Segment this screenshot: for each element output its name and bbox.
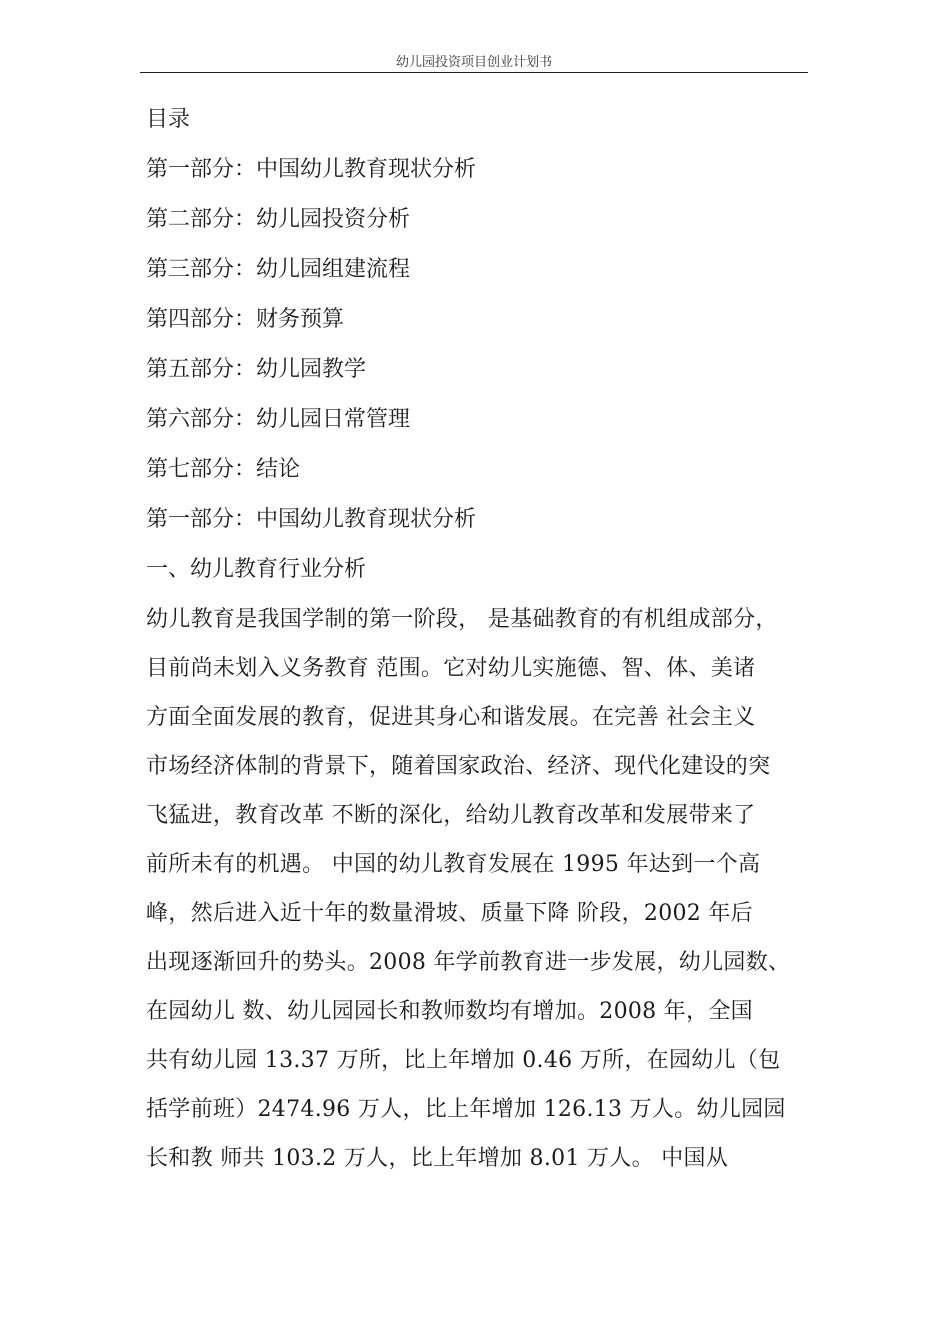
paragraph-line: 共有幼儿园 13.37 万所，比上年增加 0.46 万所，在园幼儿（包	[146, 1048, 781, 1073]
section-heading-part-1: 第一部分：中国幼儿教育现状分析	[146, 507, 477, 532]
toc-item-part-2: 第二部分：幼儿园投资分析	[146, 207, 411, 232]
paragraph-line: 幼儿教育是我国学制的第一阶段， 是基础教育的有机组成部分，	[146, 607, 778, 632]
paragraph-line: 前所未有的机遇。 中国的幼儿教育发展在 1995 年达到一个高	[146, 852, 761, 877]
running-header: 幼儿园投资项目创业计划书	[395, 55, 552, 70]
subsection-heading: 一、幼儿教育行业分析	[146, 557, 367, 582]
toc-item-part-6: 第六部分：幼儿园日常管理	[146, 407, 411, 432]
paragraph-line: 峰，然后进入近十年的数量滑坡、质量下降 阶段，2002 年后	[146, 901, 753, 926]
header-rule	[140, 72, 808, 73]
toc-item-part-5: 第五部分：幼儿园教学	[146, 357, 367, 382]
paragraph-line: 方面全面发展的教育，促进其身心和谐发展。在完善 社会主义	[146, 705, 756, 730]
paragraph-line: 飞猛进，教育改革 不断的深化，给幼儿教育改革和发展带来了	[146, 803, 756, 828]
paragraph-line: 长和教 师共 103.2 万人，比上年增加 8.01 万人。 中国从	[146, 1146, 729, 1171]
paragraph-line: 出现逐渐回升的势头。2008 年学前教育进一步发展，幼儿园数、	[146, 950, 791, 975]
toc-item-part-4: 第四部分：财务预算	[146, 307, 345, 332]
paragraph-line: 括学前班）2474.96 万人，比上年增加 126.13 万人。幼儿园园	[146, 1097, 786, 1122]
body-paragraph	[146, 599, 816, 1187]
paragraph-line: 在园幼儿 数、幼儿园园长和教师数均有增加。2008 年，全国	[146, 999, 753, 1024]
paragraph-line: 市场经济体制的背景下，随着国家政治、经济、现代化建设的突	[146, 754, 771, 779]
paragraph-line: 目前尚未划入义务教育 范围。它对幼儿实施德、智、体、美诸	[146, 656, 756, 681]
toc-heading: 目录	[146, 107, 191, 132]
toc-item-part-3: 第三部分：幼儿园组建流程	[146, 257, 411, 282]
table-of-contents	[146, 99, 816, 599]
toc-item-part-7: 第七部分：结论	[146, 457, 301, 482]
toc-item-part-1: 第一部分：中国幼儿教育现状分析	[146, 157, 477, 182]
